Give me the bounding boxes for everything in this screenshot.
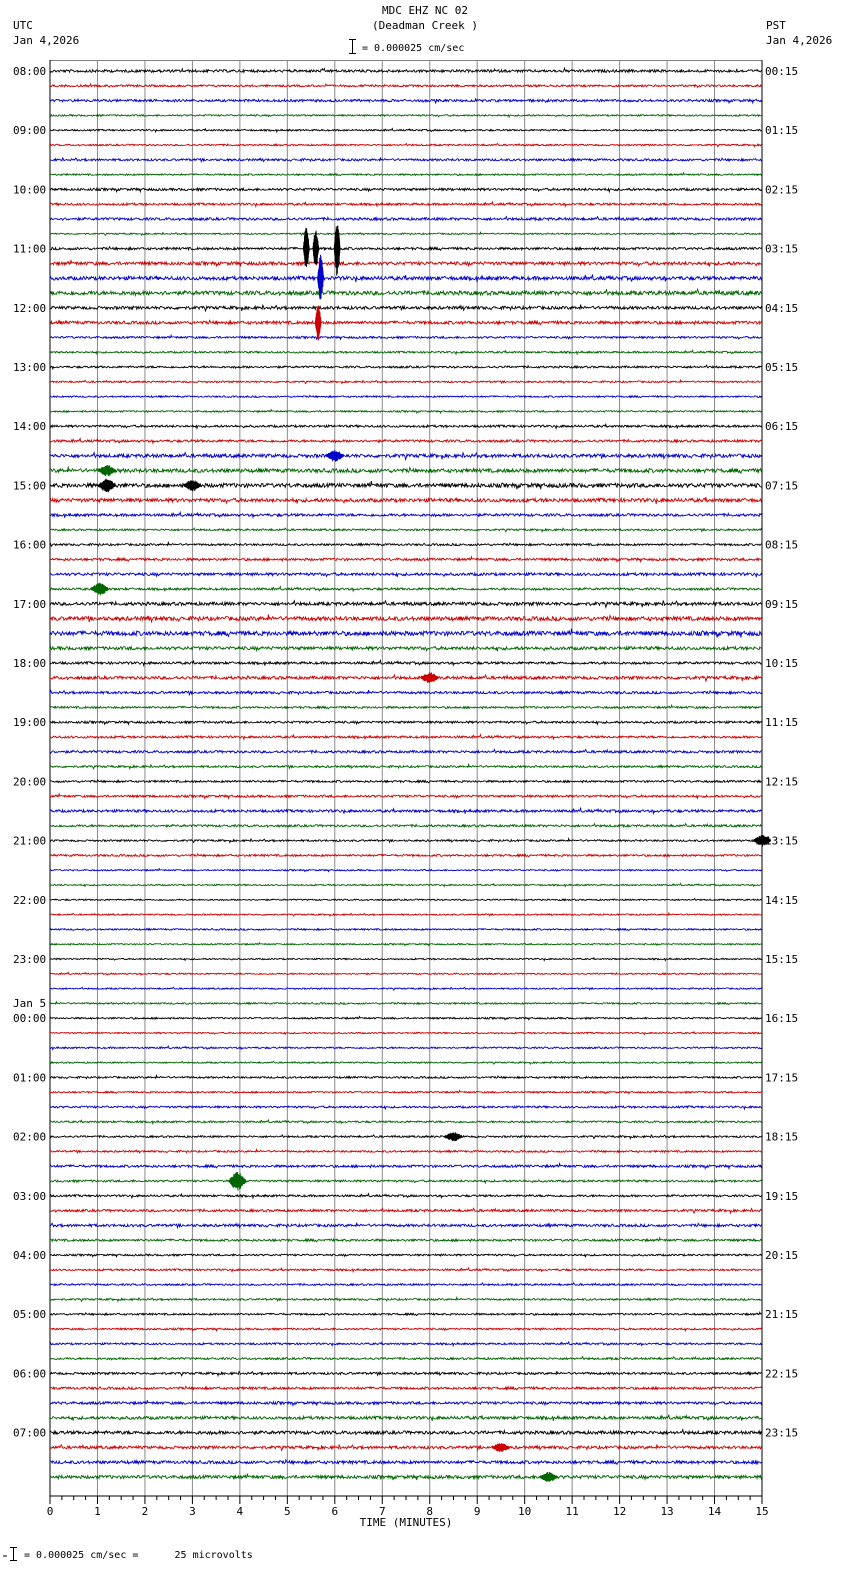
seismic-trace (50, 1120, 762, 1124)
pst-hour-label: 13:15 (765, 834, 799, 848)
pst-hour-label: 15:15 (765, 953, 799, 966)
helicorder-plot (0, 60, 850, 1530)
seismic-trace (50, 972, 762, 975)
seismic-trace (50, 1017, 762, 1020)
seismic-trace (50, 958, 762, 961)
utc-hour-label: 06:00 (13, 1367, 47, 1381)
seismic-trace (50, 275, 762, 283)
utc-hour-label: 23:00 (13, 953, 47, 966)
seismic-trace (50, 1194, 762, 1198)
pst-hour-label: 09:15 (765, 597, 799, 611)
seismic-trace (50, 453, 762, 460)
seismic-trace (50, 1312, 762, 1315)
pst-hour-label: 21:15 (765, 1308, 799, 1322)
pst-hour-label: 14:15 (765, 893, 799, 907)
utc-hour-label: 00:00 (13, 1012, 47, 1026)
seismic-trace (50, 705, 762, 709)
seismic-trace (50, 350, 762, 354)
seismic-trace (50, 987, 762, 990)
pst-hour-label: 10:15 (765, 657, 799, 670)
seismic-trace (50, 247, 762, 251)
seismic-trace (50, 943, 762, 946)
station-name: (Deadman Creek ) (372, 19, 478, 32)
seismic-trace (50, 675, 762, 681)
utc-hour-label: 17:00 (13, 597, 47, 611)
seismic-trace (50, 1076, 762, 1079)
seismic-trace (50, 1283, 762, 1286)
seismic-trace (50, 1135, 762, 1139)
day-change-label: Jan 5 (13, 997, 47, 1011)
seismic-trace (50, 305, 762, 311)
seismic-trace (50, 854, 762, 857)
seismic-event (98, 479, 116, 493)
seismic-trace (50, 765, 762, 769)
seismic-trace (50, 601, 762, 608)
seismic-trace (50, 1150, 762, 1154)
utc-hour-label: 14:00 (13, 420, 47, 434)
utc-hour-label: 12:00 (13, 301, 47, 315)
seismic-trace (50, 497, 762, 504)
seismic-trace (50, 395, 762, 397)
seismic-trace (50, 647, 762, 652)
seismic-trace (50, 467, 762, 474)
pst-hour-label: 02:15 (765, 183, 799, 197)
utc-hour-label: 04:00 (13, 1249, 47, 1262)
x-tick-label: 14 (707, 1505, 722, 1518)
pst-hour-label: 12:15 (765, 775, 799, 789)
seismic-trace (50, 188, 762, 192)
seismic-trace (50, 1032, 762, 1035)
x-tick-label: 9 (473, 1505, 481, 1518)
seismic-trace (50, 1460, 762, 1464)
seismic-event (315, 306, 321, 341)
seismic-trace (50, 1254, 762, 1257)
seismic-trace (50, 1208, 762, 1213)
seismic-trace (50, 335, 762, 339)
seismic-event (445, 1132, 463, 1141)
seismic-trace (50, 899, 762, 901)
footer-scale-icon (2, 1546, 18, 1564)
seismic-trace (50, 481, 762, 489)
seismic-trace (50, 1180, 762, 1183)
utc-hour-label: 09:00 (13, 124, 47, 138)
x-tick-label: 15 (755, 1505, 769, 1518)
seismic-trace (50, 1238, 762, 1242)
seismic-trace (50, 1357, 762, 1360)
seismic-trace (50, 1474, 762, 1481)
pst-hour-label: 17:15 (765, 1071, 799, 1085)
left-date: Jan 4,2026 (13, 34, 80, 47)
seismic-trace (50, 528, 762, 532)
seismic-trace (50, 543, 762, 547)
x-tick-label: 1 (94, 1505, 101, 1518)
seismic-trace (50, 1002, 762, 1005)
seismic-trace (50, 158, 762, 162)
seismic-event (91, 583, 109, 596)
seismic-trace (50, 84, 762, 88)
pst-hour-label: 22:15 (765, 1367, 799, 1381)
seismic-trace (50, 808, 762, 814)
seismic-event (492, 1443, 510, 1452)
x-tick-label: 8 (426, 1505, 434, 1518)
seismic-trace (50, 661, 762, 666)
utc-hour-label: 05:00 (13, 1308, 47, 1322)
seismic-trace (50, 750, 762, 754)
x-tick-label: 7 (378, 1505, 386, 1518)
chart-title: MDC EHZ NC 02 (381, 4, 469, 17)
utc-hour-label: 22:00 (13, 893, 47, 907)
seismic-trace (50, 1328, 762, 1331)
pst-hour-label: 19:15 (765, 1189, 799, 1203)
seismic-trace (50, 1223, 762, 1228)
pst-hour-label: 01:15 (765, 124, 799, 138)
seismic-trace (50, 1430, 762, 1435)
seismic-trace (50, 232, 762, 235)
seismic-trace (50, 794, 762, 799)
seismic-trace (50, 1106, 762, 1109)
utc-hour-label: 10:00 (13, 183, 47, 197)
seismic-event (326, 450, 344, 462)
seismic-trace (50, 1298, 762, 1302)
seismic-trace (50, 1445, 762, 1451)
seismic-trace (50, 573, 762, 577)
seismic-trace (50, 780, 762, 783)
seismic-trace (50, 839, 762, 843)
pst-hour-label: 11:15 (765, 716, 799, 730)
seismic-event (313, 231, 319, 265)
seismic-trace (50, 98, 762, 103)
pst-hour-label: 04:15 (765, 301, 799, 315)
seismic-trace (50, 512, 762, 518)
seismic-trace (50, 690, 762, 695)
utc-hour-label: 19:00 (13, 716, 47, 730)
seismic-trace (50, 913, 762, 916)
seismic-trace (50, 1386, 762, 1390)
seismic-trace (50, 1061, 762, 1064)
seismic-trace (50, 1371, 762, 1376)
utc-hour-label: 15:00 (13, 479, 47, 493)
x-tick-label: 12 (612, 1505, 627, 1518)
utc-hour-label: 20:00 (13, 775, 47, 789)
seismic-trace (50, 365, 762, 369)
seismic-trace (50, 629, 762, 638)
seismic-trace (50, 289, 762, 295)
seismic-trace (50, 68, 762, 72)
x-tick-label: 5 (284, 1505, 291, 1518)
utc-hour-label: 02:00 (13, 1130, 47, 1144)
seismic-trace (50, 173, 762, 176)
seismic-trace (50, 260, 762, 267)
utc-hour-label: 13:00 (13, 361, 47, 374)
x-tick-label: 6 (331, 1505, 339, 1518)
seismic-trace (50, 884, 762, 887)
seismic-trace (50, 721, 762, 724)
x-tick-label: 10 (518, 1505, 532, 1518)
utc-hour-label: 07:00 (13, 1426, 47, 1440)
seismic-trace (50, 320, 762, 324)
seismic-trace (50, 217, 762, 221)
scale-bar-icon (347, 38, 359, 56)
utc-hour-label: 16:00 (13, 538, 47, 552)
x-tick-label: 13 (660, 1505, 674, 1518)
pst-hour-label: 00:15 (765, 65, 799, 78)
x-tick-label: 11 (565, 1505, 579, 1518)
seismic-trace (50, 410, 762, 413)
seismic-trace (50, 129, 762, 132)
seismic-event (539, 1472, 557, 1482)
seismic-event (229, 1172, 247, 1190)
seismic-trace (50, 1091, 762, 1094)
seismic-event (183, 480, 201, 491)
seismic-trace (50, 735, 762, 740)
pst-hour-label: 06:15 (765, 420, 799, 434)
seismic-trace (50, 557, 762, 562)
utc-hour-label: 01:00 (13, 1071, 47, 1085)
seismic-trace (50, 115, 762, 117)
seismic-trace (50, 202, 762, 207)
seismic-trace (50, 1046, 762, 1049)
seismic-trace (50, 439, 762, 444)
seismic-event (98, 465, 116, 476)
seismic-trace (50, 928, 762, 930)
footer-scale-text: = 0.000025 cm/sec = 25 microvolts (24, 1550, 253, 1561)
utc-hour-label: 21:00 (13, 834, 47, 848)
pst-hour-label: 18:15 (765, 1130, 799, 1144)
seismic-trace (50, 824, 762, 827)
x-tick-label: 4 (236, 1505, 244, 1518)
seismic-trace (50, 1268, 762, 1272)
pst-hour-label: 20:15 (765, 1249, 799, 1262)
x-tick-label: 3 (189, 1505, 196, 1518)
scale-label: = 0.000025 cm/sec (362, 43, 465, 54)
pst-hour-label: 23:15 (765, 1426, 799, 1440)
seismic-trace (50, 1415, 762, 1421)
x-tick-label: 0 (46, 1505, 54, 1518)
right-timezone: PST (766, 19, 786, 32)
utc-hour-label: 11:00 (13, 242, 47, 256)
pst-hour-label: 07:15 (765, 479, 799, 493)
right-date: Jan 4,2026 (766, 34, 833, 47)
seismic-trace (50, 1342, 762, 1346)
utc-hour-label: 03:00 (13, 1189, 47, 1203)
seismic-trace (50, 869, 762, 872)
seismic-trace (50, 1164, 762, 1169)
left-timezone: UTC (13, 19, 33, 32)
x-axis-label: TIME (MINUTES) (359, 1516, 453, 1529)
seismic-event (421, 672, 439, 683)
pst-hour-label: 05:15 (765, 361, 799, 374)
seismic-trace (50, 380, 762, 383)
utc-hour-label: 08:00 (13, 65, 47, 78)
seismic-trace (50, 1400, 762, 1405)
pst-hour-label: 03:15 (765, 242, 799, 256)
seismic-trace (50, 587, 762, 592)
x-tick-label: 2 (141, 1505, 149, 1518)
seismic-trace (50, 614, 762, 622)
utc-hour-label: 18:00 (13, 657, 47, 670)
seismic-trace (50, 144, 762, 147)
pst-hour-label: 08:15 (765, 538, 799, 552)
seismic-trace (50, 424, 762, 428)
pst-hour-label: 16:15 (765, 1012, 799, 1026)
